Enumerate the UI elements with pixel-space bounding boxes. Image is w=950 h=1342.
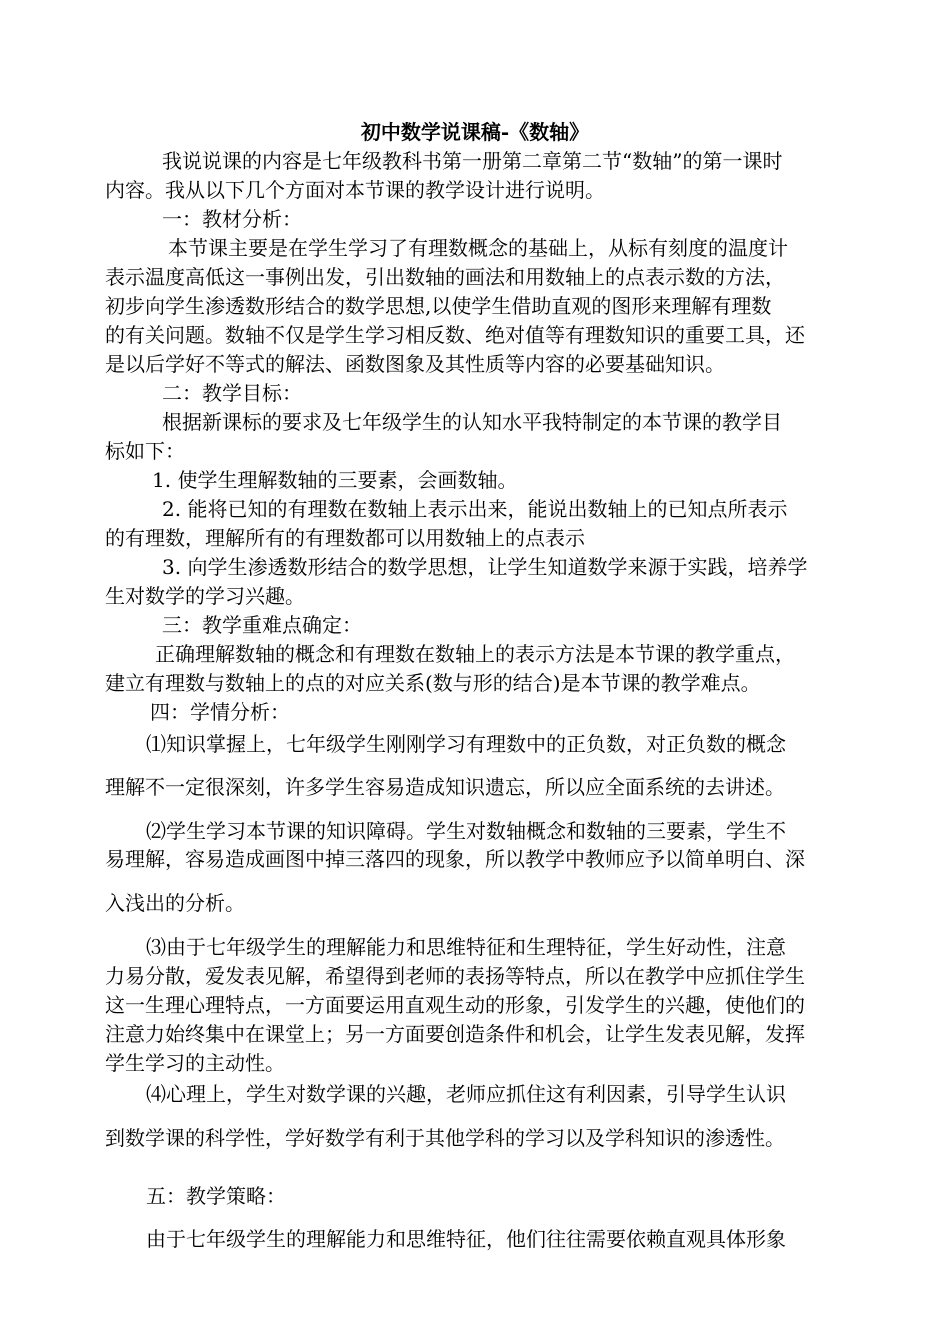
list-item-line: 生对数学的学习兴趣。 [105, 584, 305, 608]
paragraph-line: 根据新课标的要求及七年级学生的认知水平我特制定的本节课的教学目 [162, 410, 782, 434]
list-item-line: 2. 能将已知的有理数在数轴上表示出来，能说出数轴上的已知点所表示 [162, 497, 788, 521]
paragraph-line: 易理解，容易造成画图中掉三落四的现象，所以教学中教师应予以简单明白、深 [105, 847, 805, 871]
section-heading: 五：教学策略： [146, 1184, 286, 1208]
paragraph-line: 入浅出的分析。 [105, 891, 245, 915]
paragraph-line: 是以后学好不等式的解法、函数图象及其性质等内容的必要基础知识。 [105, 352, 725, 376]
section-heading: 一：教材分析： [162, 207, 302, 231]
list-item-line: 的有理数，理解所有的有理数都可以用数轴上的点表示 [105, 526, 585, 550]
paragraph-line: 理解不一定很深刻，许多学生容易造成知识遗忘，所以应全面系统的去讲述。 [105, 775, 785, 799]
list-item-line: 3. 向学生渗透数形结合的数学思想，让学生知道数学来源于实践，培养学 [162, 555, 808, 579]
paragraph-line: 正确理解数轴的概念和有理数在数轴上的表示方法是本节课的教学重点， [155, 642, 795, 666]
paragraph-line: 这一生理心理特点，一方面要运用直观生动的形象，引发学生的兴趣，使他们的 [105, 993, 805, 1017]
paragraph-line: 表示温度高低这一事例出发，引出数轴的画法和用数轴上的点表示数的方法， [105, 265, 785, 289]
paragraph-line: 本节课主要是在学生学习了有理数概念的基础上，从标有刻度的温度计 [168, 236, 788, 260]
paragraph-line: 标如下： [105, 439, 185, 463]
list-item-line: 1. 使学生理解数轴的三要素，会画数轴。 [152, 468, 518, 492]
paragraph-line: 力易分散，爱发表见解，希望得到老师的表扬等特点，所以在教学中应抓住学生 [105, 964, 805, 988]
paragraph-line: 建立有理数与数轴上的点的对应关系(数与形的结合)是本节课的教学难点。 [105, 671, 761, 695]
paragraph-line: 到数学课的科学性，学好数学有利于其他学科的学习以及学科知识的渗透性。 [105, 1126, 785, 1150]
paragraph-line: 内容。我从以下几个方面对本节课的教学设计进行说明。 [105, 178, 605, 202]
paragraph-line: ⑵学生学习本节课的知识障碍。学生对数轴概念和数轴的三要素，学生不 [146, 819, 786, 843]
paragraph-line: 由于七年级学生的理解能力和思维特征，他们往往需要依赖直观具体形象 [146, 1227, 786, 1251]
paragraph-line: ⑴知识掌握上，七年级学生刚刚学习有理数中的正负数，对正负数的概念 [146, 732, 786, 756]
paragraph-line: 我说说课的内容是七年级教科书第一册第二章第二节“数轴”的第一课时 [162, 149, 783, 173]
paragraph-line: ⑷心理上，学生对数学课的兴趣，老师应抓住这有利因素，引导学生认识 [146, 1082, 786, 1106]
paragraph-line: 学生学习的主动性。 [105, 1051, 285, 1075]
section-heading: 四：学情分析： [150, 700, 290, 724]
paragraph-line: 注意力始终集中在课堂上；另一方面要创造条件和机会，让学生发表见解，发挥 [105, 1022, 805, 1046]
section-heading: 二：教学目标： [162, 381, 302, 405]
document-title: 初中数学说课稿-《数轴》 [360, 120, 590, 144]
paragraph-line: 的有关问题。数轴不仅是学生学习相反数、绝对值等有理数知识的重要工具，还 [105, 323, 805, 347]
paragraph-line: 初步向学生渗透数形结合的数学思想,以使学生借助直观的图形来理解有理数 [105, 294, 772, 318]
section-heading: 三：教学重难点确定： [162, 613, 362, 637]
paragraph-line: ⑶由于七年级学生的理解能力和思维特征和生理特征，学生好动性，注意 [146, 935, 786, 959]
